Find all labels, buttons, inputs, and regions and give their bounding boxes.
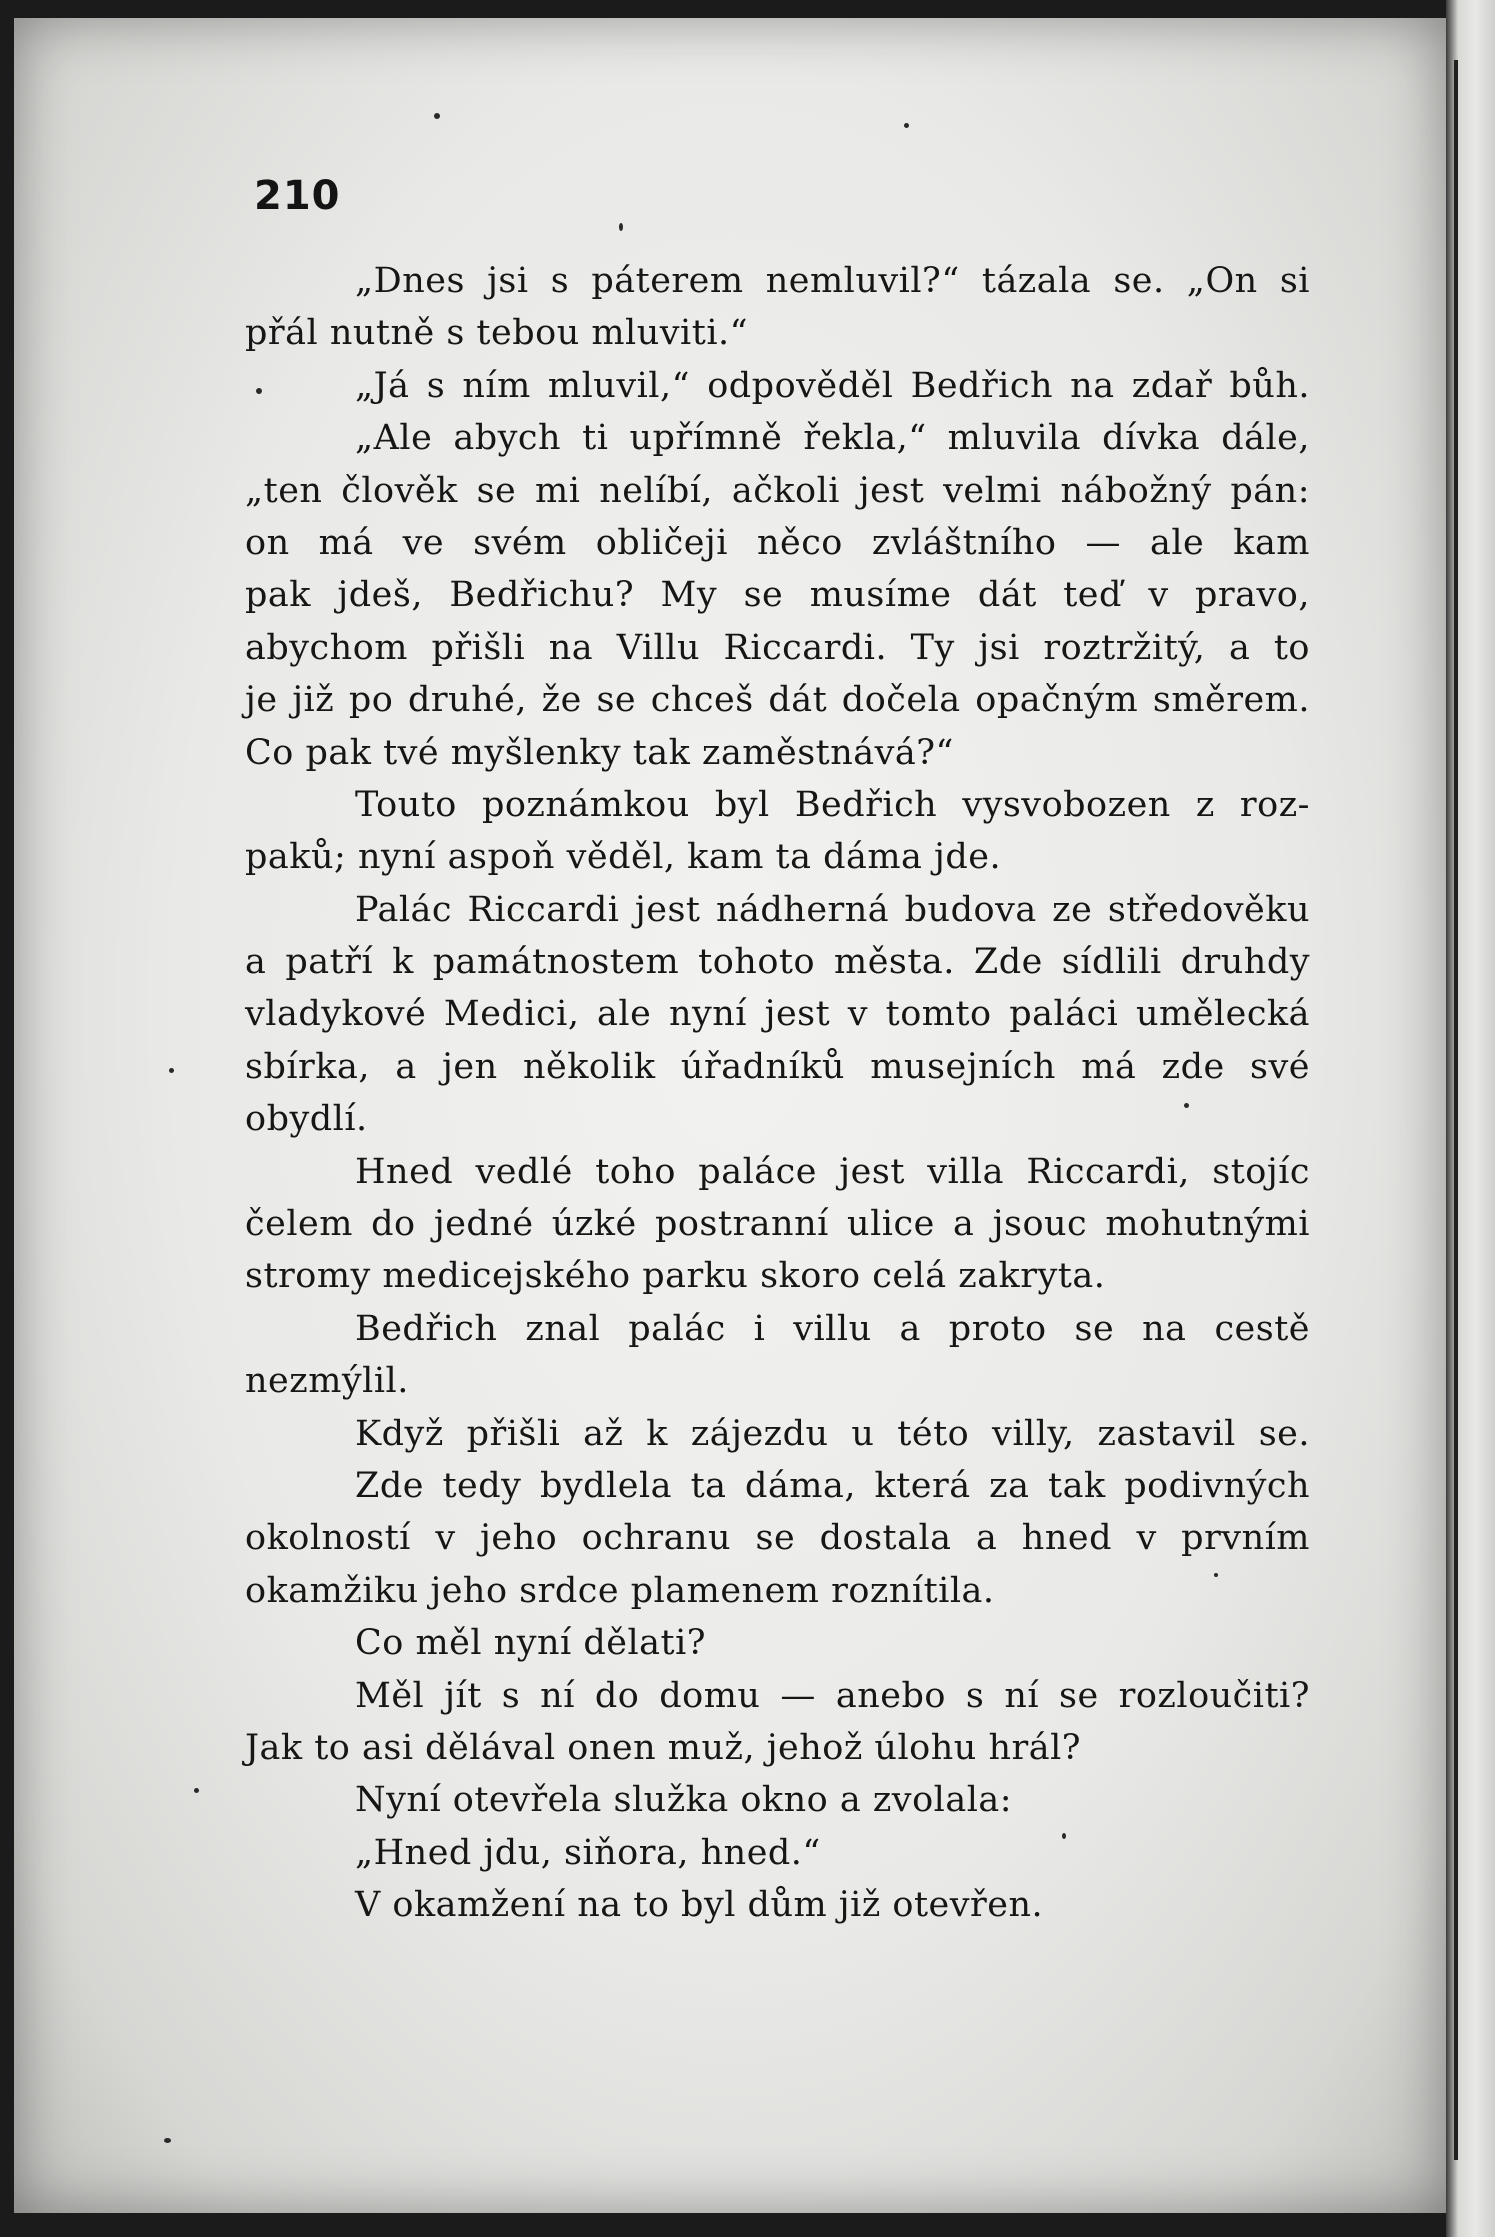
page-edge-line <box>1454 60 1458 2160</box>
text-line: „Ale abych ti upřímně řekla,“ mluvila dívka dále, <box>355 418 1310 459</box>
text-line: on má ve svém obličeji něco zvláštního — ale kam <box>245 522 1310 563</box>
paper-speck <box>164 2138 171 2143</box>
text-line: Hned vedlé toho paláce jest villa Riccardi, stojíc <box>355 1151 1310 1192</box>
paper-speck <box>904 123 909 128</box>
text-line: okamžiku jeho srdce plamenem roznítila. <box>245 1570 995 1611</box>
text-line: „Hned jdu, siňora, hned.“ <box>355 1832 821 1873</box>
text-line: Nyní otevřela služka okno a zvolala: <box>355 1780 1013 1821</box>
text-line: pak jdeš, Bedřichu? My se musíme dát teď v pravo, <box>245 575 1310 616</box>
text-line: sbírka, a jen několik úřadníků musejních má zde své <box>245 1046 1310 1087</box>
paper-speck <box>169 1068 174 1073</box>
text-line: V okamžení na to byl dům již otevřen. <box>355 1885 1044 1926</box>
text-line: paků; nyní aspoň věděl, kam ta dáma jde. <box>245 837 1002 878</box>
text-line: vladykové Medici, ale nyní jest v tomto paláci umělecká <box>245 994 1310 1035</box>
text-line: čelem do jedné úzké postranní ulice a jsouc mohutnými <box>245 1204 1310 1245</box>
text-line: je již po druhé, že se chceš dát dočela opačným směrem. <box>245 680 1310 721</box>
text-line: Touto poznámkou byl Bedřich vysvobozen z roz- <box>355 784 1310 825</box>
text-line: „Dnes jsi s páterem nemluvil?“ tázala se. „On si <box>355 261 1310 301</box>
text-line: Když přišli až k zájezdu u této villy, zastavil se. <box>355 1413 1310 1454</box>
text-line: abychom přišli na Villu Riccardi. Ty jsi roztržitý, a to <box>245 627 1310 668</box>
text-line: a patří k památnostem tohoto města. Zde sídlili druhdy <box>245 942 1310 983</box>
text-line: Bedřich znal palác i villu a proto se na cestě <box>355 1308 1310 1349</box>
text-line: Zde tedy bydlela ta dáma, která za tak podivných <box>355 1465 1310 1506</box>
paper-speck <box>434 113 440 119</box>
text-line: obydlí. <box>245 1099 368 1140</box>
paper-speck <box>194 1788 199 1793</box>
paper-speck <box>619 223 623 231</box>
text-line: přál nutně s tebou mluviti.“ <box>245 313 749 354</box>
text-line: Měl jít s ní do domu — anebo s ní se rozloučiti? <box>355 1675 1310 1716</box>
text-line: Palác Riccardi jest nádherná budova ze středověku <box>355 889 1310 930</box>
text-line: Co měl nyní dělati? <box>355 1623 707 1664</box>
text-line: stromy medicejského parku skoro celá zakryta. <box>245 1256 1106 1297</box>
body-text <box>245 255 1310 1932</box>
page-number: 210 <box>254 173 341 219</box>
text-line: okolností v jeho ochranu se dostala a hned v prvním <box>245 1518 1310 1559</box>
text-line: „Já s ním mluvil,“ odpověděl Bedřich na zdař bůh. <box>355 365 1310 406</box>
text-line: „ten člověk se mi nelíbí, ačkoli jest velmi nábožný pán: <box>245 470 1310 511</box>
text-line: nezmýlil. <box>245 1361 409 1402</box>
text-line: Co pak tvé myšlenky tak zaměstnává?“ <box>245 732 954 773</box>
text-line: Jak to asi dělával onen muž, jehož úlohu hrál? <box>245 1727 1082 1768</box>
